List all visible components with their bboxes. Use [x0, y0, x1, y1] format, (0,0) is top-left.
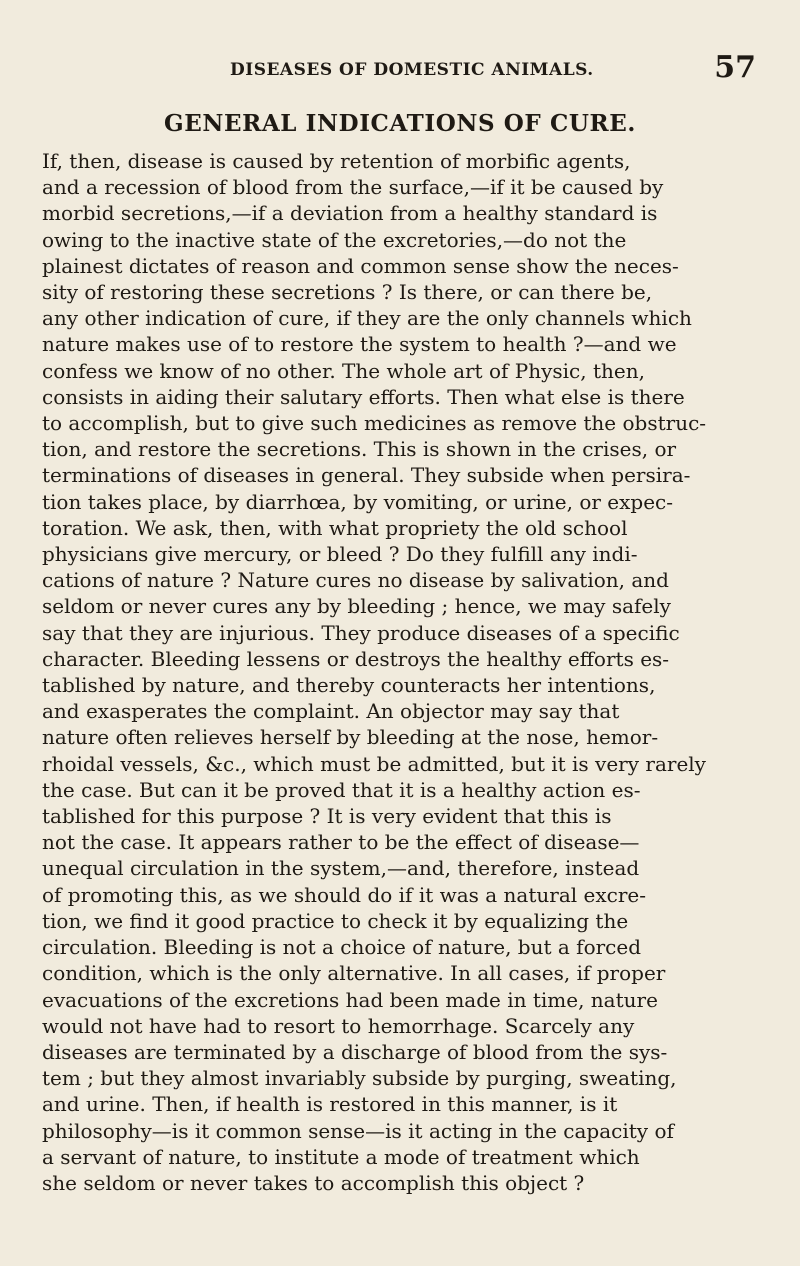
text-line: and exasperates the complaint. An objector may say that	[42, 699, 620, 724]
text-line: owing to the inactive state of the excretories,—do not the	[42, 227, 627, 252]
text-line: condition, which is the only alternative. In all cases, if proper	[42, 961, 666, 986]
text-line: tablished by nature, and thereby counteracts her intentions,	[42, 673, 656, 698]
text-line: rhoidal vessels, &c., which must be admitted, but it is very rarely	[42, 751, 706, 776]
text-line: a servant of nature, to institute a mode of treatment which	[42, 1144, 640, 1169]
text-line: cations of nature ? Nature cures no disease by salivation, and	[42, 568, 669, 593]
text-line: not the case. It appears rather to be the effect of disease—	[42, 830, 640, 855]
text-line: toration. We ask, then, with what propriety the old school	[42, 515, 628, 540]
text-line: nature makes use of to restore the system to health ?—and we	[42, 332, 677, 357]
text-line: If, then, disease is caused by retention of morbific agents,	[42, 149, 631, 173]
text-line: she seldom or never takes to accomplish this object ?	[42, 1170, 585, 1195]
section-title: GENERAL INDICATIONS OF CURE.	[164, 110, 636, 137]
text-line: tem ; but they almost invariably subside by purging, sweating,	[42, 1066, 677, 1091]
text-line: unequal circulation in the system,—and, therefore, instead	[42, 856, 640, 881]
text-line: of promoting this, as we should do if it was a natural excre-	[42, 882, 646, 907]
text-line: character. Bleeding lessens or destroys the healthy efforts es-	[42, 646, 670, 671]
text-line: and urine. Then, if health is restored in this manner, is it	[42, 1092, 618, 1117]
text-line: sity of restoring these secretions ? Is there, or can there be,	[42, 280, 653, 305]
text-line: would not have had to resort to hemorrhage. Scarcely any	[42, 1013, 635, 1038]
text-line: plainest dictates of reason and common sense show the neces-	[42, 253, 679, 278]
text-line: the case. But can it be proved that it is a healthy action es-	[42, 777, 641, 802]
text-line: and a recession of blood from the surface,—if it be caused by	[42, 175, 664, 200]
text-line: any other indication of cure, if they are the only channels which	[42, 306, 692, 331]
text-line: consists in aiding their salutary efforts. Then what else is there	[42, 384, 685, 409]
text-line: physicians give mercury, or bleed ? Do they fulfill any indi-	[42, 542, 638, 567]
text-line: say that they are injurious. They produce diseases of a specific	[42, 620, 680, 645]
text-line: seldom or never cures any by bleeding ; hence, we may safely	[42, 594, 671, 619]
text-line: evacuations of the excretions had been made in time, nature	[42, 987, 658, 1012]
text-line: circulation. Bleeding is not a choice of nature, but a forced	[42, 935, 642, 960]
text-line: to accomplish, but to give such medicines as remove the obstruc-	[42, 411, 707, 436]
text-line: diseases are terminated by a discharge of blood from the sys-	[42, 1039, 668, 1064]
text-line: morbid secretions,—if a deviation from a healthy standard is	[42, 201, 658, 226]
text-line: confess we know of no other. The whole art of Physic, then,	[42, 358, 645, 383]
text-line: nature often relieves herself by bleeding at the nose, hemor-	[42, 725, 659, 750]
running-head: DISEASES OF DOMESTIC ANIMALS.	[230, 60, 594, 80]
page-number: 57	[714, 50, 756, 85]
text-line: tablished for this purpose ? It is very evident that this is	[42, 804, 612, 829]
text-line: tion, and restore the secretions. This is shown in the crises, or	[42, 437, 677, 462]
text-line: tion takes place, by diarrhœa, by vomiting, or urine, or expec-	[42, 489, 674, 514]
text-line: philosophy—is it common sense—is it acting in the capacity of	[42, 1118, 674, 1143]
body-text	[42, 148, 762, 1196]
text-line: tion, we find it good practice to check it by equalizing the	[42, 908, 629, 933]
text-line: terminations of diseases in general. They subside when persira-	[42, 463, 691, 488]
